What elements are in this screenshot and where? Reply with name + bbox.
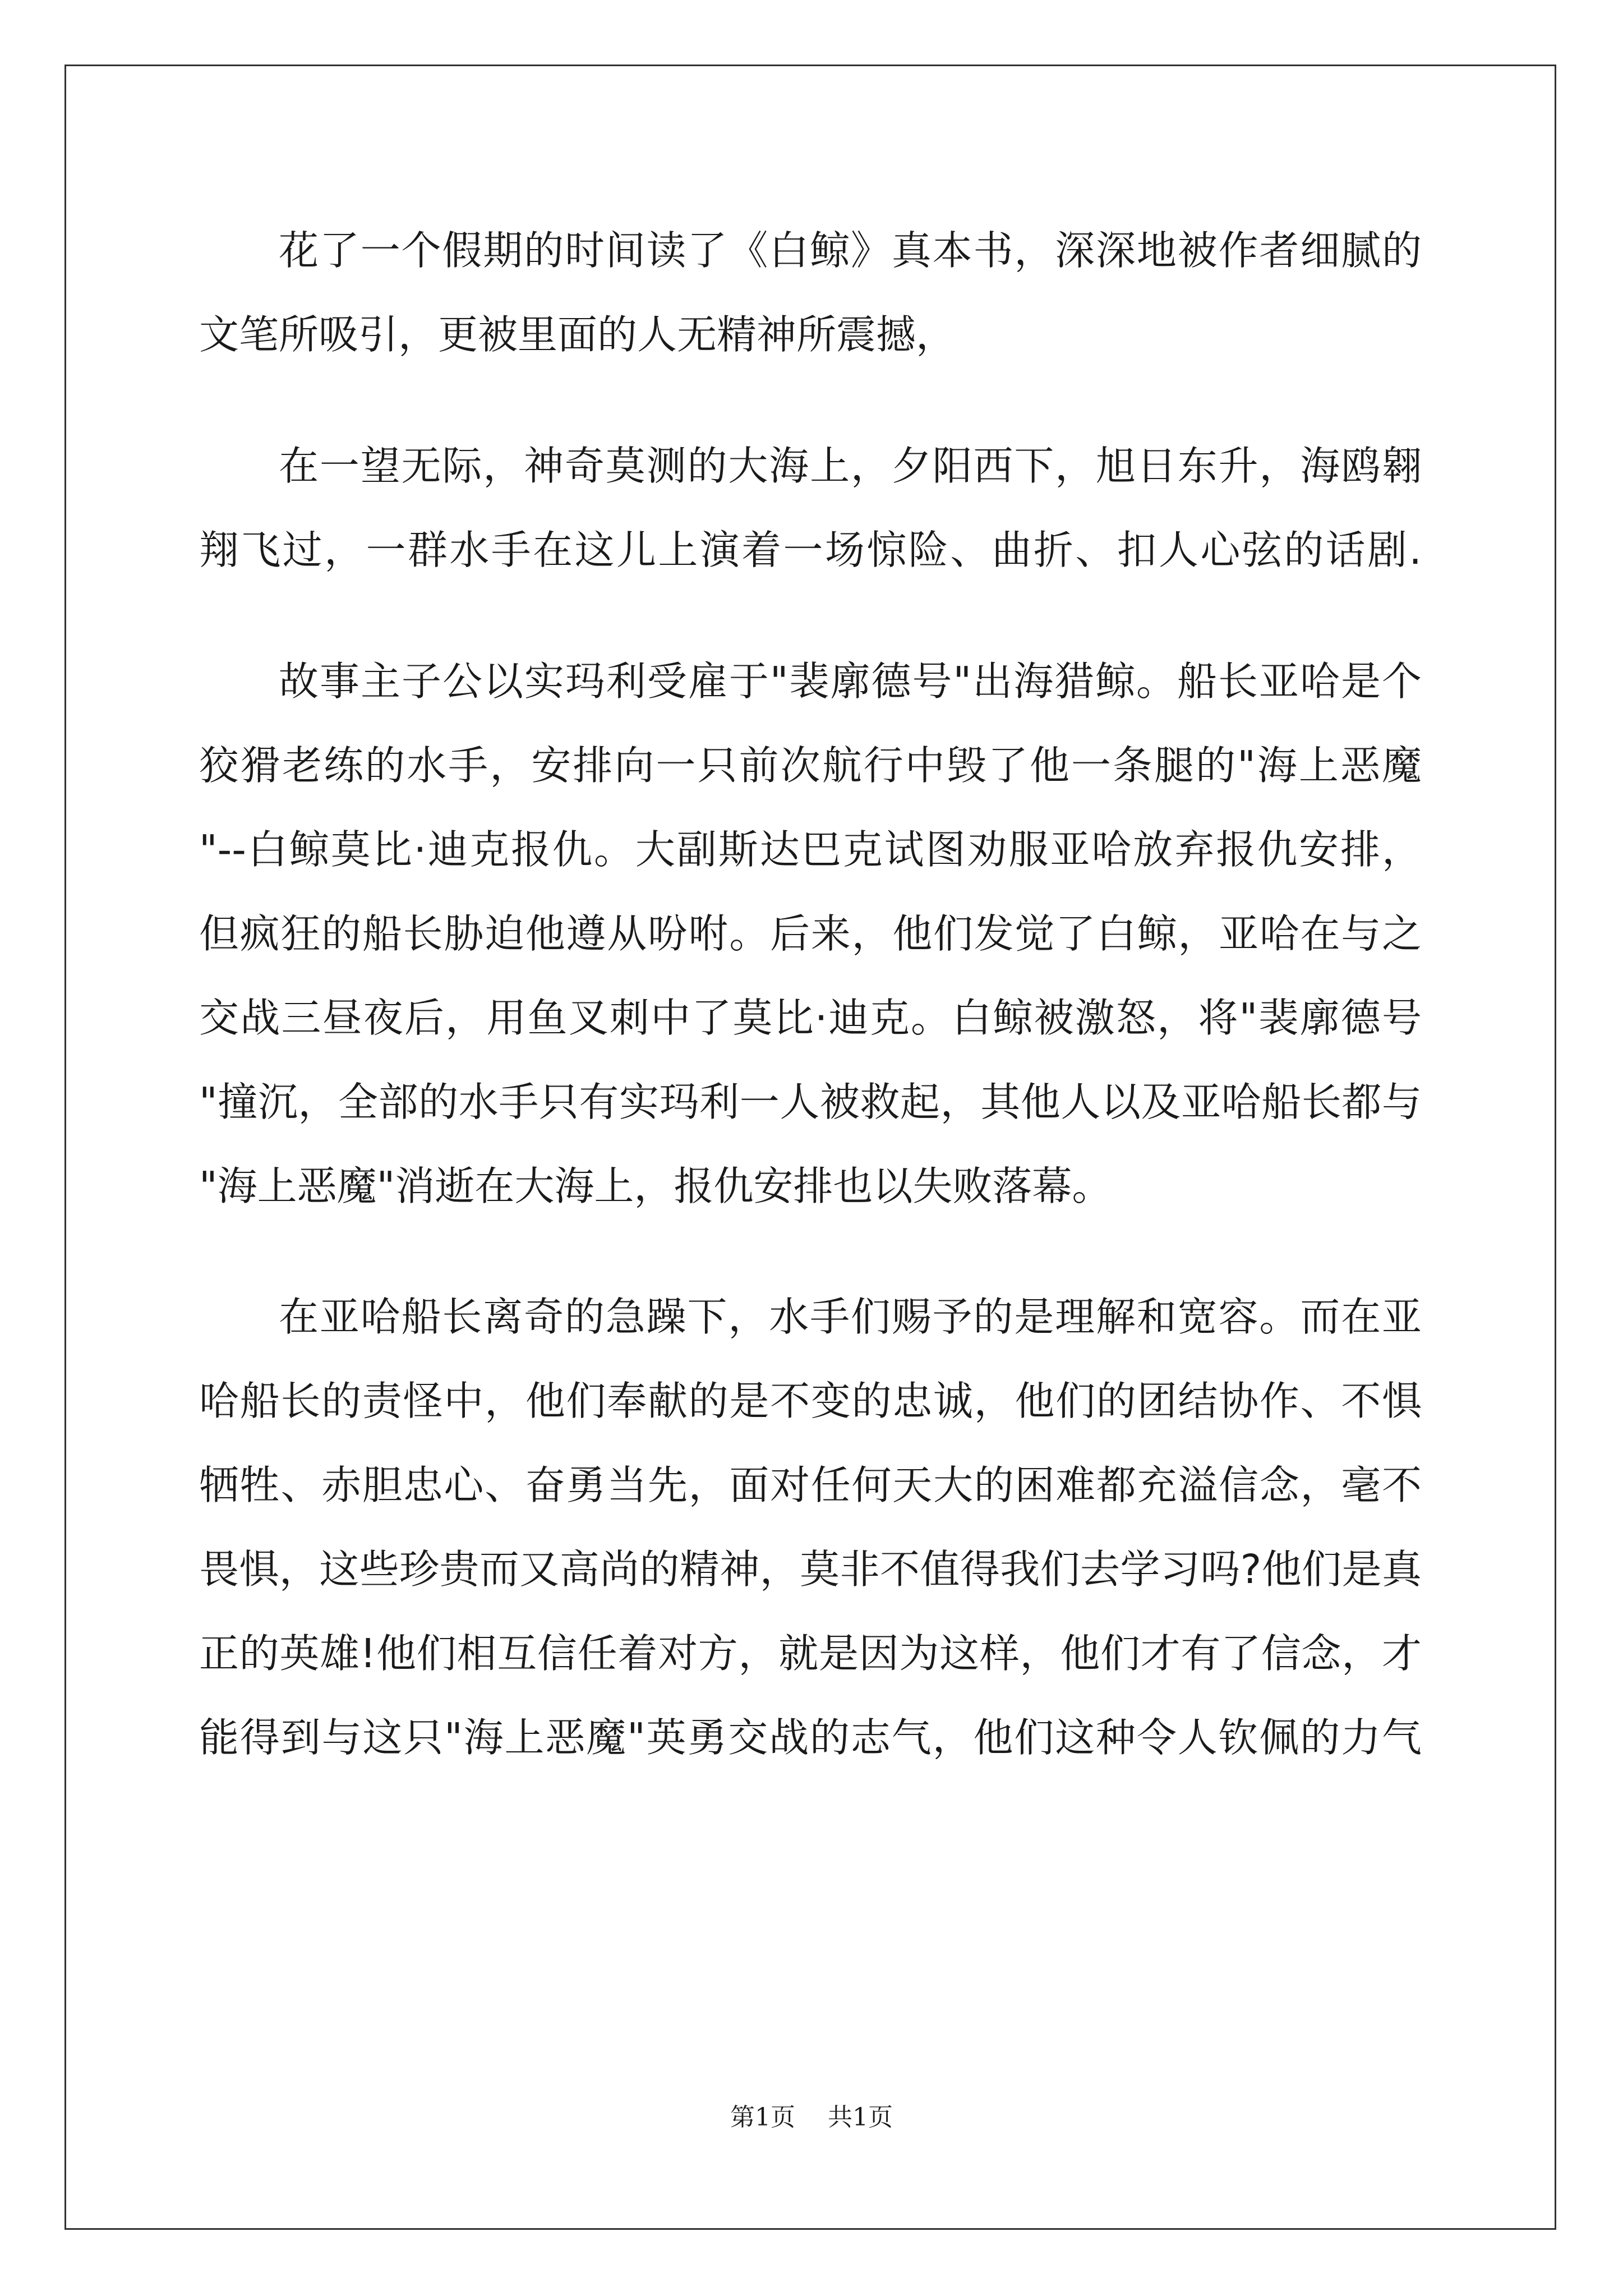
text-line: 狡猾老练的水手，安排向一只前次航行中毁了他一条腿的"海上恶魔	[199, 742, 1422, 789]
page-border	[64, 65, 1556, 2230]
text-line: 翔飞过，一群水手在这儿上演着一场惊险、曲折、扣人心弦的话剧.	[199, 527, 1422, 573]
page-number: 第1页	[730, 2103, 795, 2132]
text-line: 但疯狂的船长胁迫他遵从吩咐。后来，他们发觉了白鲸，亚哈在与之	[199, 910, 1422, 957]
text-line: 能得到与这只"海上恶魔"英勇交战的志气，他们这种令人钦佩的力气	[199, 1714, 1422, 1761]
text-line: "海上恶魔"消逝在大海上，报仇安排也以失败落幕。	[199, 1163, 1112, 1209]
page-footer	[0, 2101, 1623, 2134]
text-line: 正的英雄!他们相互信任着对方，就是因为这样，他们才有了信念，才	[199, 1630, 1422, 1677]
text-line: 畏惧，这些珍贵而又高尚的精神，莫非不值得我们去学习吗?他们是真	[199, 1546, 1422, 1593]
text-line: 交战三昼夜后，用鱼叉刺中了莫比·迪克。白鲸被激怒，将"裴廓德号	[199, 995, 1422, 1041]
text-line: 哈船长的责怪中，他们奉献的是不变的忠诚，他们的团结协作、不惧	[199, 1378, 1422, 1424]
page-total: 共1页	[828, 2103, 893, 2132]
text-line: "撞沉，全部的水手只有实玛利一人被救起，其他人以及亚哈船长都与	[199, 1079, 1422, 1125]
text-line: 故事主子公以实玛利受雇于"裴廓德号"出海猎鲸。船长亚哈是个	[279, 658, 1422, 705]
text-line: "--白鲸莫比·迪克报仇。大副斯达巴克试图劝服亚哈放弃报仇安排，	[199, 826, 1422, 873]
text-line: 牺牲、赤胆忠心、奋勇当先，面对任何天大的困难都充溢信念，毫不	[199, 1462, 1422, 1508]
text-line: 在一望无际，神奇莫测的大海上，夕阳西下，旭日东升，海鸥翱	[279, 443, 1422, 489]
text-line: 在亚哈船长离奇的急躁下，水手们赐予的是理解和宽容。而在亚	[279, 1294, 1422, 1340]
text-line: 文笔所吸引，更被里面的人无精神所震撼，	[199, 311, 956, 358]
text-line: 花了一个假期的时间读了《白鲸》真本书，深深地被作者细腻的	[279, 227, 1422, 274]
